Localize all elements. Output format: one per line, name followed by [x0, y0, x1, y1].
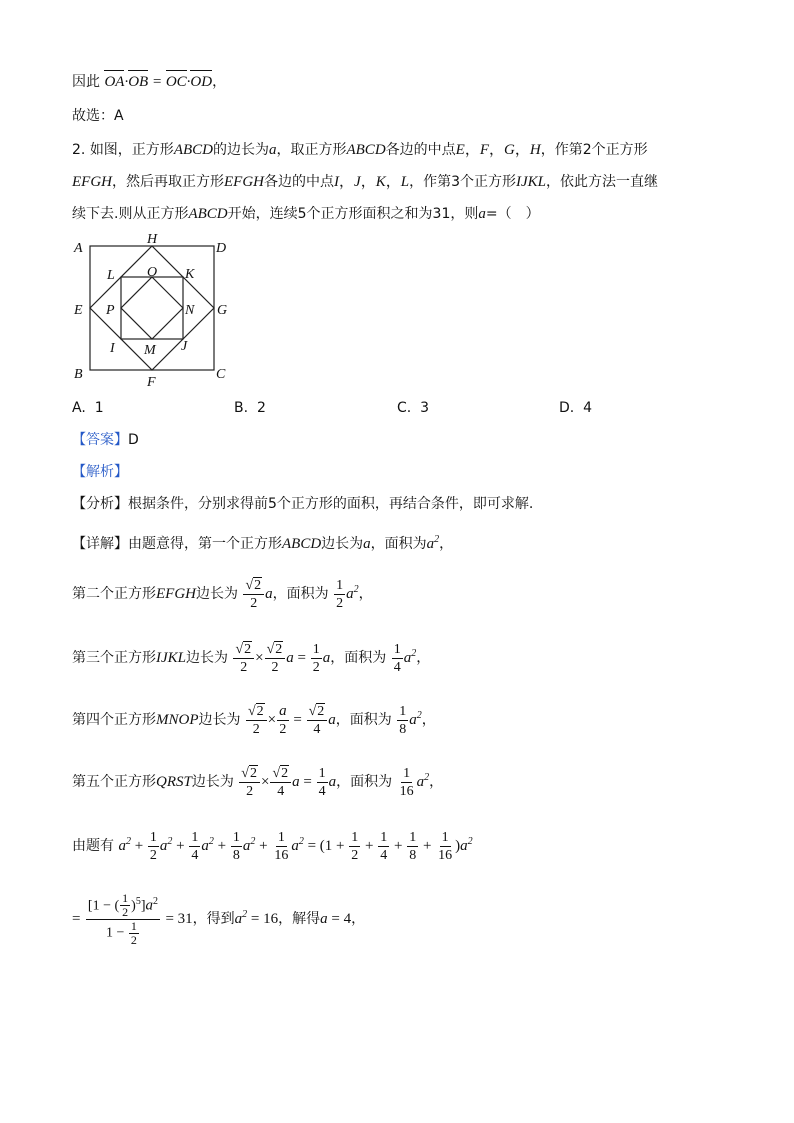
analysis-tag: 【解析】	[72, 464, 128, 480]
option-b[interactable]	[234, 400, 266, 416]
math-ijkl: IJKL	[516, 174, 546, 190]
problem-line-1: 2. 如图，正方形ABCD的边长为a，取正方形ABCD各边的中点E，F，G，H，作第2个正方形	[72, 142, 648, 158]
math-a: a	[478, 206, 486, 222]
option-c[interactable]	[397, 400, 429, 416]
detail-line-1	[72, 530, 453, 554]
text: 第五个正方形	[72, 774, 156, 790]
nested-squares-figure	[70, 232, 240, 392]
math-k: K	[375, 174, 386, 190]
answer-line	[72, 430, 139, 450]
label-o: O	[147, 265, 158, 280]
text: 边长为	[198, 712, 241, 728]
math-j: J	[354, 174, 361, 190]
fenxi-line	[72, 494, 533, 514]
option-label: C.	[397, 400, 412, 416]
text: 由题意得，第一个正方形	[128, 536, 282, 552]
text: ，然后再取正方形	[112, 174, 224, 190]
detail-line-4: 第四个正方形MNOP边长为 $\frac{√2}{2}$ × $\frac{a}{2}$ = $\frac{√2}{4}$ a，面积为 $\frac{1}{8}$ $a^2$，	[72, 702, 436, 737]
result-16: 16	[263, 911, 279, 927]
conclusion-suffix: ，	[212, 74, 227, 90]
math-g: G	[504, 142, 515, 158]
text: ，依此方法一直继	[546, 174, 658, 190]
label-e: E	[74, 303, 83, 318]
vector-expression: OA·OB = OC·OD	[104, 74, 213, 90]
option-d[interactable]	[559, 400, 592, 416]
math-abcd: ABCD	[346, 142, 386, 158]
result-31: 31	[177, 911, 193, 927]
label-i: I	[110, 341, 115, 356]
text: 边长为	[186, 650, 228, 666]
vector-oa: OA	[104, 74, 125, 90]
math-h: H	[529, 142, 541, 158]
label-d: D	[216, 241, 227, 256]
label-p: P	[106, 303, 115, 318]
option-label: D.	[559, 400, 575, 416]
text: 续下去.则从正方形	[72, 206, 189, 222]
text: 开始，连续5个正方形面积之和为31，则	[227, 206, 479, 222]
option-value: 3	[420, 400, 430, 416]
text: 如图，正方形	[89, 142, 174, 158]
text: ，面积为	[370, 536, 427, 552]
text: ，	[429, 774, 444, 790]
text: 各边的中点	[385, 142, 456, 158]
text: ，得到	[192, 911, 235, 927]
label-l: L	[107, 268, 115, 283]
detail-line-2: 第二个正方形EFGH边长为 $\frac{√2}{2}$ a，面积为 $\frac{1}{2}$ $a^2$，	[72, 577, 373, 611]
math-a: a	[363, 536, 371, 552]
math-qrst: QRST	[156, 774, 192, 790]
square-mnop	[121, 277, 183, 339]
detail-sum-line: 由题有 $a^2$ + $\frac{1}{2}$ $a^2$ + $\frac{1}{4}$ $a^2$ + $\frac{1}{8}$ $a^2$ + $\frac{1}{16}$ $a^2 = (1$ + $\frac{1}{2}$ + $\frac{1}{4}$ + $\frac{1}{8}$ + $\frac{1}{16}$ )$a^2$	[72, 829, 473, 863]
label-a: A	[74, 241, 83, 256]
label-c: C	[216, 367, 226, 382]
math-abcd: ABCD	[282, 536, 322, 552]
math-ijkl: IJKL	[156, 650, 186, 666]
result-4: 4	[343, 911, 352, 927]
fraction-1-over-2: $\frac{1}{2}$	[336, 577, 344, 611]
math-efgh: EFGH	[224, 174, 264, 190]
text: 边长为	[321, 536, 364, 552]
answer-value: D	[128, 432, 139, 448]
square-ijkl	[121, 277, 183, 339]
math-f: F	[479, 142, 490, 158]
text: ，面积为	[335, 712, 392, 728]
geometric-sum-fraction: [1 − ( $\frac{1}{2}$ )$^5]a^2$ 1 − $\frac{1}{2}$	[87, 891, 158, 948]
option-label: B.	[234, 400, 249, 416]
conclusion-line	[72, 72, 226, 92]
text: ，解得	[278, 911, 321, 927]
math-i: I	[334, 174, 339, 190]
text: ，	[416, 650, 431, 666]
text: 边长为	[196, 586, 238, 602]
text: ，面积为	[336, 774, 393, 790]
fenxi-tag: 【分析】	[72, 496, 128, 512]
detail-line-5: 第五个正方形QRST边长为 $\frac{√2}{2}$ × $\frac{√2}{4}$ a = $\frac{1}{4}$ a，面积为 $\frac{1}{16}$ $a^2$，	[72, 765, 444, 799]
math-efgh: EFGH	[72, 174, 112, 190]
label-j: J	[181, 339, 188, 354]
problem-line-2: EFGH，然后再取正方形EFGH各边的中点I，J，K，L，作第3个正方形IJKL，依此方法一直继	[72, 174, 658, 190]
text: 第二个正方形	[72, 586, 156, 602]
text: ，作第2个正方形	[540, 142, 648, 158]
text: ，面积为	[330, 650, 387, 666]
label-b: B	[74, 367, 83, 382]
text: 各边的中点	[264, 174, 334, 190]
label-n: N	[185, 303, 195, 318]
text: ，	[421, 712, 436, 728]
text: 第三个正方形	[72, 650, 156, 666]
text: ，作第3个正方形	[409, 174, 516, 190]
option-value: 2	[256, 400, 266, 416]
problem-number: 2.	[72, 142, 86, 158]
math-efgh: EFGH	[156, 586, 196, 602]
option-value: 4	[583, 400, 593, 416]
choice-line: 故选：A	[72, 108, 124, 124]
text: ，	[439, 536, 454, 552]
detail-result-line: = [1 − ( $\frac{1}{2}$ )$^5]a^2$ 1 − $\frac{1}{2}$ = 31，得到$a^2 = 16$，解得a = 4，	[72, 891, 366, 948]
option-value: 1	[94, 400, 104, 416]
text: ，	[358, 586, 373, 602]
text: 由题有	[72, 838, 114, 854]
problem-line-3	[72, 204, 540, 224]
math-mnop: MNOP	[156, 712, 199, 728]
math-abcd: ABCD	[173, 142, 213, 158]
text: ，	[351, 911, 366, 927]
vector-od: OD	[190, 74, 213, 90]
option-a[interactable]	[72, 400, 104, 416]
fraction-sqrt2-over-2: $\frac{√2}{2}$	[243, 577, 264, 612]
text: ，取正方形	[276, 142, 347, 158]
conclusion-prefix: 因此	[72, 74, 100, 90]
label-h: H	[147, 232, 158, 247]
vector-oc: OC	[165, 74, 187, 90]
label-k: K	[185, 267, 195, 282]
text: ，面积为	[272, 586, 329, 602]
detail-tag: 【详解】	[72, 536, 128, 552]
math-e: E	[455, 142, 465, 158]
fenxi-text: 根据条件，分别求得前5个正方形的面积，再结合条件，即可求解.	[128, 496, 534, 512]
math-a: a	[426, 536, 435, 552]
text: 第四个正方形	[72, 712, 156, 728]
text: 的边长为	[212, 142, 269, 158]
vector-ob: OB	[128, 74, 149, 90]
math-a2: $a^2$	[426, 534, 440, 552]
option-label: A.	[72, 400, 86, 416]
label-m: M	[144, 343, 156, 358]
answer-tag: 【答案】	[72, 432, 128, 448]
text: 边长为	[191, 774, 234, 790]
detail-line-3: 第三个正方形IJKL边长为 $\frac{√2}{2}$ × $\frac{√2}{2}$ a = $\frac{1}{2}$ a，面积为 $\frac{1}{4}$ $a^2$，	[72, 641, 431, 675]
text: =（ ）	[485, 206, 540, 222]
math-a: a	[268, 142, 277, 158]
label-g: G	[217, 303, 228, 318]
math-l: L	[400, 174, 410, 190]
math-abcd: ABCD	[188, 206, 228, 222]
label-f: F	[147, 375, 156, 390]
